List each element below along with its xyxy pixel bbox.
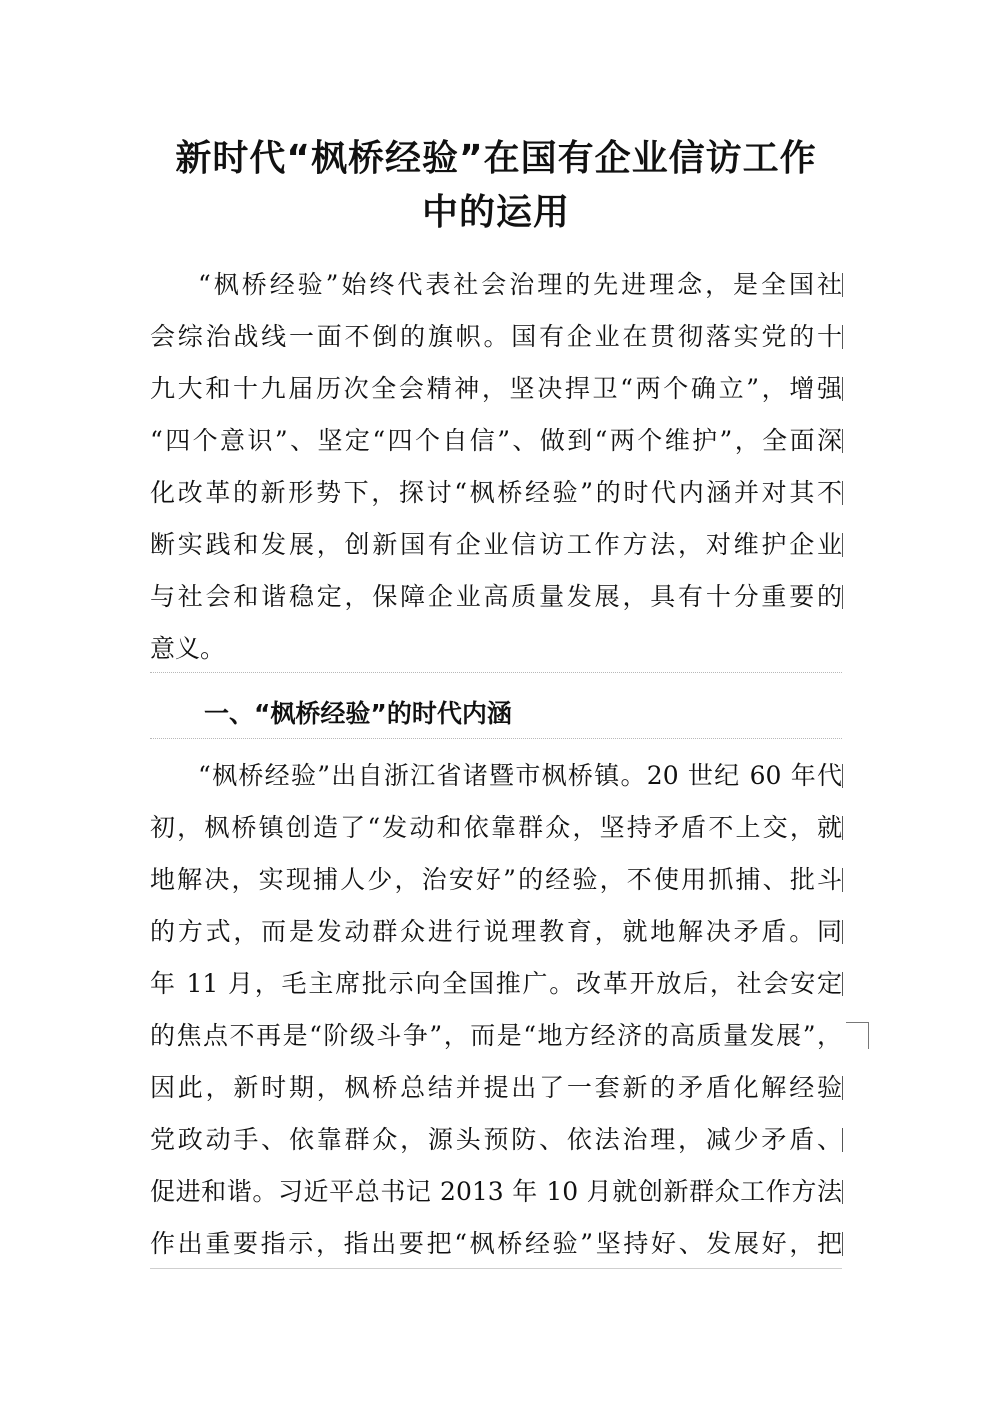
intro-line: 九大和十九届历次全会精神，坚决捍卫“两个确立”，增强: [150, 374, 842, 403]
intro-line: 与社会和谐稳定，保障企业高质量发展，具有十分重要的: [150, 582, 842, 611]
margin-marker: [842, 585, 843, 609]
paragraph-separator: [150, 738, 842, 739]
margin-marker: [842, 764, 843, 788]
margin-marker: [842, 868, 843, 892]
margin-marker: [842, 481, 843, 505]
margin-marker: [842, 429, 843, 453]
intro-line: 意义。: [150, 634, 226, 663]
section-line: 的方式，而是发动群众进行说理教育，就地解决矛盾。同: [150, 917, 842, 946]
intro-line: 断实践和发展，创新国有企业信访工作方法，对维护企业: [150, 530, 842, 559]
paragraph-separator: [150, 672, 842, 673]
intro-line: “枫桥经验”始终代表社会治理的先进理念，是全国社: [198, 270, 842, 299]
overflow-marker: [846, 1022, 869, 1049]
section-line: 党政动手、依靠群众，源头预防、依法治理，减少矛盾、: [150, 1125, 842, 1154]
margin-marker: [842, 1232, 843, 1256]
page-bottom-rule: [150, 1268, 842, 1269]
margin-marker: [842, 533, 843, 557]
margin-marker: [842, 972, 843, 996]
document-title-line-2: 中的运用: [421, 192, 570, 233]
intro-line: 化改革的新形势下，探讨“枫桥经验”的时代内涵并对其不: [150, 478, 842, 507]
section-line: 促进和谐。习近平总书记 2013 年 10 月就创新群众工作方法: [150, 1177, 842, 1206]
margin-marker: [842, 377, 843, 401]
section-line: 地解决，实现捕人少，治安好”的经验，不使用抓捕、批斗: [150, 865, 842, 894]
intro-line: “四个意识”、坚定“四个自信”、做到“两个维护”，全面深: [150, 426, 842, 455]
section-line: 年 11 月，毛主席批示向全国推广。改革开放后，社会安定: [150, 969, 842, 998]
section-line: 初，枫桥镇创造了“发动和依靠群众，坚持矛盾不上交，就: [150, 813, 842, 842]
intro-line: 会综治战线一面不倒的旗帜。国有企业在贯彻落实党的十: [150, 322, 842, 351]
section-line: 作出重要指示，指出要把“枫桥经验”坚持好、发展好，把: [150, 1229, 842, 1258]
margin-marker: [842, 816, 843, 840]
section-line: “枫桥经验”出自浙江省诸暨市枫桥镇。20 世纪 60 年代: [198, 761, 842, 790]
margin-marker: [842, 325, 843, 349]
section-line: 因此，新时期，枫桥总结并提出了一套新的矛盾化解经验: [150, 1073, 842, 1102]
document-title-line-1: 新时代“枫桥经验”在国有企业信访工作: [175, 138, 817, 179]
section-heading: 一、“枫桥经验”的时代内涵: [204, 699, 512, 728]
section-line: 的焦点不再是“阶级斗争”，而是“地方经济的高质量发展”，: [150, 1021, 842, 1050]
margin-marker: [842, 1128, 843, 1152]
margin-marker: [842, 1180, 843, 1204]
margin-marker: [842, 273, 843, 297]
margin-marker: [842, 920, 843, 944]
margin-marker: [842, 1076, 843, 1100]
